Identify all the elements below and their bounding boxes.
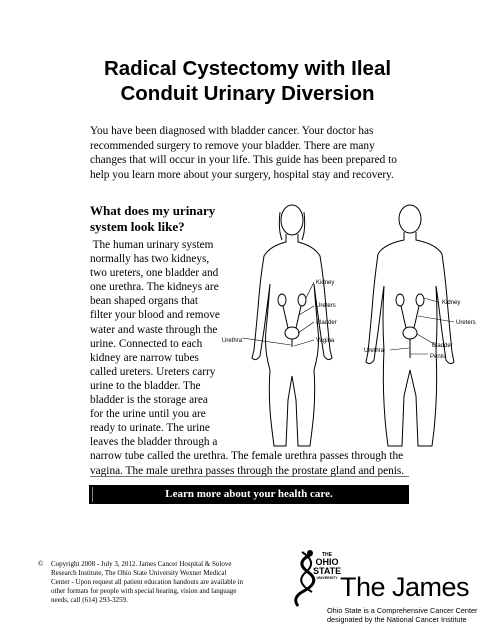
body-line: The human urinary system (90, 239, 214, 251)
osu-university-text: UNIVERSITY (316, 576, 338, 580)
logo-name: The James (340, 572, 470, 602)
body-line: bean shaped organs that (90, 295, 199, 308)
intro-line: recommended surgery to remove your bladder. There are many (90, 139, 375, 152)
body-line: filter your blood and remove (90, 309, 220, 322)
female-label-leaders (242, 282, 314, 346)
body-line: urine. Connected to each (90, 337, 203, 350)
female-ureters-label: Ureters (316, 303, 336, 309)
osu-the-text: THE (322, 552, 332, 558)
female-urethra-label: Urethra (222, 338, 243, 344)
copyright-line: Research Institute, The Ohio State University Wexner Medical (51, 569, 227, 577)
title-line-2: Conduit Urinary Diversion (120, 82, 375, 105)
copyright-symbol: © (38, 560, 44, 568)
logo-tagline-line-1: Ohio State is a Comprehensive Cancer Center (327, 606, 478, 615)
body-line: kidney are narrow tubes (90, 351, 199, 364)
male-penis-label: Penis (430, 354, 446, 360)
urinary-system-illustration (222, 200, 477, 450)
body-line: called ureters. Ureters carry (90, 365, 216, 378)
female-vagina-label: Vagina (316, 338, 335, 344)
intro-line: help you learn more about your surgery, hospital stay and recovery. (90, 168, 394, 181)
intro-line: changes that will occur in your life. This guide has been prepared to (90, 154, 397, 167)
banner-accent-bar (92, 487, 93, 502)
male-body-outline (366, 205, 454, 446)
section-divider (90, 476, 409, 477)
heading-line-1: What does my urinary (90, 203, 216, 218)
body-line: water and waste through the (90, 323, 218, 336)
copyright-line: Copyright 2008 - July 3, 2012. James Cancer Hospital & Solove (51, 560, 232, 568)
body-line: leaves the bladder through a (90, 436, 218, 449)
section-heading (90, 203, 215, 235)
logo-tagline (327, 606, 477, 624)
copyright-line: Center - Upon request all patient education handouts are available in (51, 578, 244, 586)
male-bladder-label: Bladder (432, 343, 453, 349)
female-urinary-organs (278, 294, 306, 347)
female-kidney-label: Kidney (316, 280, 335, 286)
intro-line: You have been diagnosed with bladder cancer. Your doctor has (90, 125, 374, 137)
body-line: narrow tube called the urethra. The female urethra passes through the (90, 450, 404, 463)
urinary-system-figure (222, 200, 477, 450)
body-line: vagina. The male urethra passes through the prostate gland and penis. (90, 464, 405, 477)
copyright-text (51, 560, 243, 605)
male-ureters-label: Ureters (456, 320, 476, 326)
male-urinary-organs (396, 294, 424, 358)
learn-more-banner (89, 485, 409, 504)
title-line-1: Radical Cystectomy with Ileal (103, 57, 392, 80)
body-line: urine to the bladder. The (90, 379, 201, 392)
osu-main-text: OHIO STATE (313, 557, 342, 576)
banner-text: Learn more about your health care. (165, 488, 333, 500)
body-line: normally has two kidneys, (90, 253, 210, 266)
copyright-line: needs, call (614) 293-3259. (51, 596, 128, 604)
page-title (0, 56, 495, 106)
intro-paragraph (90, 124, 420, 182)
male-urethra-label: Urethra (364, 348, 385, 354)
copyright-line: other formats for people with special hearing, vision and language (51, 587, 237, 595)
body-line: two ureters, one bladder and (90, 267, 219, 280)
body-line: bladder is the storage area (90, 394, 208, 407)
body-line: ready to urinate. The urine (90, 422, 210, 435)
female-bladder-label: Bladder (316, 320, 337, 326)
heading-line-2: system look like? (90, 219, 185, 234)
male-kidney-label: Kidney (442, 300, 461, 306)
logo-tagline-line-2: designated by the National Cancer Institute (327, 615, 467, 624)
james-logo (288, 548, 488, 628)
body-line: for the urine until you are (90, 408, 206, 421)
body-line: one urethra. The kidneys are (90, 281, 219, 294)
osu-wordmark (313, 552, 341, 581)
